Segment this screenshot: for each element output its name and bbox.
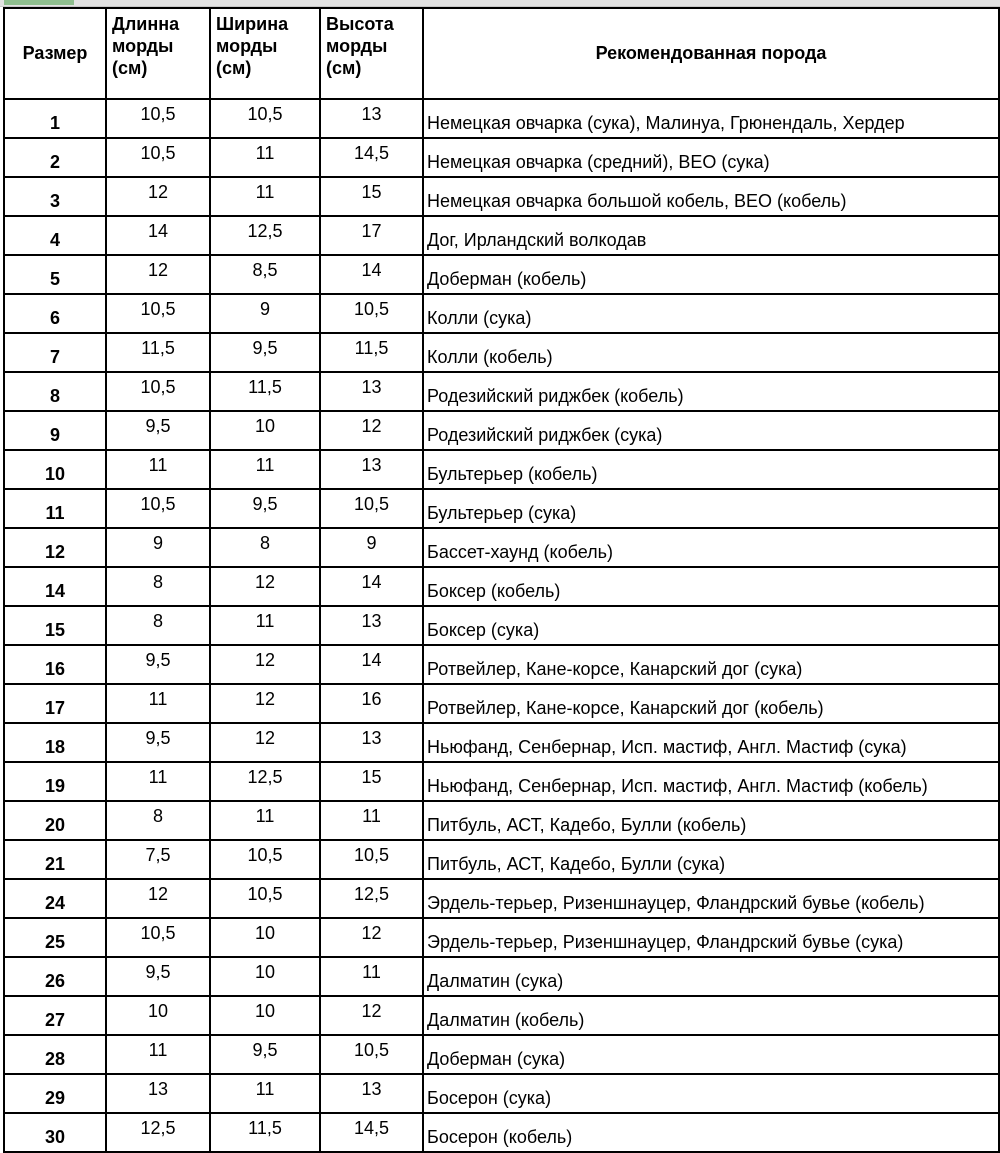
header-height-line-2: морды bbox=[326, 36, 388, 56]
header-row bbox=[4, 8, 999, 99]
header-height-line-1: Высота bbox=[326, 14, 394, 34]
cell-height[interactable]: 14,5 bbox=[320, 1113, 423, 1152]
cell-size[interactable]: 28 bbox=[4, 1035, 106, 1074]
cell-breed[interactable]: Бассет-хаунд (кобель) bbox=[423, 528, 999, 567]
cell-length[interactable]: 10,5 bbox=[106, 138, 210, 177]
cell-size[interactable]: 15 bbox=[4, 606, 106, 645]
cell-size[interactable]: 24 bbox=[4, 879, 106, 918]
table-row bbox=[4, 489, 999, 528]
cell-width[interactable]: 10 bbox=[210, 996, 320, 1035]
table-row bbox=[4, 957, 999, 996]
cell-width[interactable]: 11,5 bbox=[210, 1113, 320, 1152]
cell-width[interactable]: 10 bbox=[210, 957, 320, 996]
cell-length[interactable]: 9,5 bbox=[106, 645, 210, 684]
cell-width[interactable]: 9,5 bbox=[210, 489, 320, 528]
header-width-line-1: Ширина bbox=[216, 14, 289, 34]
cell-size[interactable]: 1 bbox=[4, 99, 106, 138]
cell-width[interactable]: 12,5 bbox=[210, 216, 320, 255]
cell-height[interactable]: 10,5 bbox=[320, 294, 423, 333]
cell-length[interactable]: 9 bbox=[106, 528, 210, 567]
cell-length[interactable]: 10,5 bbox=[106, 372, 210, 411]
size-chart-table bbox=[3, 7, 1000, 1153]
cell-height[interactable]: 12 bbox=[320, 411, 423, 450]
cell-length[interactable]: 7,5 bbox=[106, 840, 210, 879]
cell-breed[interactable]: Колли (кобель) bbox=[423, 333, 999, 372]
cell-length[interactable]: 10,5 bbox=[106, 489, 210, 528]
cell-width[interactable]: 11 bbox=[210, 450, 320, 489]
table-row bbox=[4, 567, 999, 606]
cell-breed[interactable]: Дог, Ирландский волкодав bbox=[423, 216, 999, 255]
table-row bbox=[4, 801, 999, 840]
cell-width[interactable]: 10 bbox=[210, 411, 320, 450]
cell-size[interactable]: 11 bbox=[4, 489, 106, 528]
cell-width[interactable]: 11 bbox=[210, 801, 320, 840]
table-row bbox=[4, 255, 999, 294]
cell-size[interactable]: 4 bbox=[4, 216, 106, 255]
cell-height[interactable]: 12 bbox=[320, 996, 423, 1035]
cell-breed[interactable]: Боксер (сука) bbox=[423, 606, 999, 645]
header-length[interactable] bbox=[106, 8, 210, 99]
table-row bbox=[4, 723, 999, 762]
cell-breed[interactable]: Ротвейлер, Кане-корсе, Канарский дог (сука) bbox=[423, 645, 999, 684]
cell-breed[interactable]: Немецкая овчарка большой кобель, ВЕО (кобель) bbox=[423, 177, 999, 216]
cell-length[interactable]: 11 bbox=[106, 684, 210, 723]
cell-height[interactable]: 15 bbox=[320, 762, 423, 801]
cell-size[interactable]: 5 bbox=[4, 255, 106, 294]
header-height[interactable] bbox=[320, 8, 423, 99]
cell-length[interactable]: 12 bbox=[106, 177, 210, 216]
cell-height[interactable]: 14 bbox=[320, 255, 423, 294]
table-row bbox=[4, 138, 999, 177]
cell-width[interactable]: 10,5 bbox=[210, 99, 320, 138]
cell-width[interactable]: 12 bbox=[210, 645, 320, 684]
table-row bbox=[4, 333, 999, 372]
cell-size[interactable]: 18 bbox=[4, 723, 106, 762]
cell-height[interactable]: 14,5 bbox=[320, 138, 423, 177]
cell-breed[interactable]: Далматин (сука) bbox=[423, 957, 999, 996]
cell-breed[interactable]: Далматин (кобель) bbox=[423, 996, 999, 1035]
cell-length[interactable]: 11 bbox=[106, 762, 210, 801]
cell-height[interactable]: 17 bbox=[320, 216, 423, 255]
table-row bbox=[4, 294, 999, 333]
cell-breed[interactable]: Немецкая овчарка (средний), ВЕО (сука) bbox=[423, 138, 999, 177]
table-row bbox=[4, 1113, 999, 1152]
cell-width[interactable]: 8,5 bbox=[210, 255, 320, 294]
cell-size[interactable]: 8 bbox=[4, 372, 106, 411]
cell-length[interactable]: 12,5 bbox=[106, 1113, 210, 1152]
cell-length[interactable]: 10 bbox=[106, 996, 210, 1035]
header-length-line-3: (см) bbox=[112, 58, 148, 78]
cell-breed[interactable]: Родезийский риджбек (кобель) bbox=[423, 372, 999, 411]
cell-length[interactable]: 10,5 bbox=[106, 918, 210, 957]
cell-height[interactable]: 13 bbox=[320, 606, 423, 645]
cell-height[interactable]: 13 bbox=[320, 723, 423, 762]
header-width[interactable] bbox=[210, 8, 320, 99]
cell-size[interactable]: 30 bbox=[4, 1113, 106, 1152]
cell-size[interactable]: 29 bbox=[4, 1074, 106, 1113]
cell-height[interactable]: 9 bbox=[320, 528, 423, 567]
cell-breed[interactable]: Доберман (сука) bbox=[423, 1035, 999, 1074]
cell-length[interactable]: 10,5 bbox=[106, 99, 210, 138]
cell-height[interactable]: 10,5 bbox=[320, 840, 423, 879]
header-breed[interactable]: Рекомендованная порода bbox=[423, 8, 999, 99]
cell-height[interactable]: 13 bbox=[320, 1074, 423, 1113]
cell-breed[interactable]: Питбуль, АСТ, Кадебо, Булли (кобель) bbox=[423, 801, 999, 840]
cell-length[interactable]: 8 bbox=[106, 567, 210, 606]
column-header-strip bbox=[0, 0, 1000, 7]
cell-length[interactable]: 9,5 bbox=[106, 723, 210, 762]
cell-size[interactable]: 26 bbox=[4, 957, 106, 996]
cell-height[interactable]: 15 bbox=[320, 177, 423, 216]
cell-length[interactable]: 8 bbox=[106, 606, 210, 645]
cell-height[interactable]: 12 bbox=[320, 918, 423, 957]
cell-breed[interactable]: Родезийский риджбек (сука) bbox=[423, 411, 999, 450]
cell-height[interactable]: 11 bbox=[320, 801, 423, 840]
table-row bbox=[4, 879, 999, 918]
table-row bbox=[4, 918, 999, 957]
cell-size[interactable]: 12 bbox=[4, 528, 106, 567]
cell-width[interactable]: 11 bbox=[210, 177, 320, 216]
table-row bbox=[4, 684, 999, 723]
table-row bbox=[4, 411, 999, 450]
cell-height[interactable]: 13 bbox=[320, 372, 423, 411]
selected-column-marker bbox=[4, 0, 74, 5]
cell-size[interactable]: 3 bbox=[4, 177, 106, 216]
cell-length[interactable]: 13 bbox=[106, 1074, 210, 1113]
table-row bbox=[4, 216, 999, 255]
header-length-line-1: Длинна bbox=[112, 14, 180, 34]
cell-height[interactable]: 14 bbox=[320, 567, 423, 606]
cell-width[interactable]: 9,5 bbox=[210, 1035, 320, 1074]
cell-size[interactable]: 25 bbox=[4, 918, 106, 957]
cell-breed[interactable]: Бультерьер (сука) bbox=[423, 489, 999, 528]
cell-breed[interactable]: Доберман (кобель) bbox=[423, 255, 999, 294]
table-row bbox=[4, 99, 999, 138]
cell-width[interactable]: 12,5 bbox=[210, 762, 320, 801]
cell-length[interactable]: 12 bbox=[106, 879, 210, 918]
table-row bbox=[4, 450, 999, 489]
cell-length[interactable]: 10,5 bbox=[106, 294, 210, 333]
cell-width[interactable]: 11 bbox=[210, 138, 320, 177]
cell-width[interactable]: 11 bbox=[210, 606, 320, 645]
table-row bbox=[4, 1035, 999, 1074]
cell-size[interactable]: 27 bbox=[4, 996, 106, 1035]
table-row bbox=[4, 372, 999, 411]
table-body bbox=[4, 99, 999, 1152]
table-row bbox=[4, 840, 999, 879]
cell-size[interactable]: 14 bbox=[4, 567, 106, 606]
cell-breed[interactable]: Босерон (кобель) bbox=[423, 1113, 999, 1152]
cell-size[interactable]: 10 bbox=[4, 450, 106, 489]
header-length-line-2: морды bbox=[112, 36, 174, 56]
cell-breed[interactable]: Эрдель-терьер, Ризеншнауцер, Фландрский бувье (сука) bbox=[423, 918, 999, 957]
header-size[interactable]: Размер bbox=[4, 8, 106, 99]
table-row bbox=[4, 996, 999, 1035]
cell-height[interactable]: 14 bbox=[320, 645, 423, 684]
cell-width[interactable]: 10 bbox=[210, 918, 320, 957]
cell-size[interactable]: 19 bbox=[4, 762, 106, 801]
table-row bbox=[4, 177, 999, 216]
header-height-line-3: (см) bbox=[326, 58, 362, 78]
cell-length[interactable]: 11 bbox=[106, 1035, 210, 1074]
cell-width[interactable]: 11 bbox=[210, 1074, 320, 1113]
cell-size[interactable]: 2 bbox=[4, 138, 106, 177]
cell-length[interactable]: 14 bbox=[106, 216, 210, 255]
cell-width[interactable]: 8 bbox=[210, 528, 320, 567]
cell-size[interactable]: 6 bbox=[4, 294, 106, 333]
cell-width[interactable]: 10,5 bbox=[210, 840, 320, 879]
cell-width[interactable]: 11,5 bbox=[210, 372, 320, 411]
cell-length[interactable]: 8 bbox=[106, 801, 210, 840]
cell-length[interactable]: 9,5 bbox=[106, 957, 210, 996]
cell-breed[interactable]: Босерон (сука) bbox=[423, 1074, 999, 1113]
cell-height[interactable]: 16 bbox=[320, 684, 423, 723]
cell-width[interactable]: 12 bbox=[210, 684, 320, 723]
cell-width[interactable]: 9 bbox=[210, 294, 320, 333]
table-header bbox=[4, 8, 999, 99]
cell-length[interactable]: 11 bbox=[106, 450, 210, 489]
cell-size[interactable]: 21 bbox=[4, 840, 106, 879]
table-row bbox=[4, 606, 999, 645]
cell-width[interactable]: 12 bbox=[210, 567, 320, 606]
cell-width[interactable]: 10,5 bbox=[210, 879, 320, 918]
cell-breed[interactable]: Ротвейлер, Кане-корсе, Канарский дог (кобель) bbox=[423, 684, 999, 723]
cell-breed[interactable]: Ньюфанд, Сенбернар, Исп. мастиф, Англ. Мастиф (кобель) bbox=[423, 762, 999, 801]
cell-breed[interactable]: Колли (сука) bbox=[423, 294, 999, 333]
cell-size[interactable]: 20 bbox=[4, 801, 106, 840]
cell-length[interactable]: 9,5 bbox=[106, 411, 210, 450]
cell-breed[interactable]: Немецкая овчарка (сука), Малинуа, Грюнендаль, Хердер bbox=[423, 99, 999, 138]
cell-size[interactable]: 7 bbox=[4, 333, 106, 372]
cell-height[interactable]: 10,5 bbox=[320, 1035, 423, 1074]
header-width-line-3: (см) bbox=[216, 58, 252, 78]
cell-height[interactable]: 11 bbox=[320, 957, 423, 996]
cell-breed[interactable]: Бультерьер (кобель) bbox=[423, 450, 999, 489]
header-width-line-2: морды bbox=[216, 36, 278, 56]
table-row bbox=[4, 645, 999, 684]
cell-breed[interactable]: Ньюфанд, Сенбернар, Исп. мастиф, Англ. Мастиф (сука) bbox=[423, 723, 999, 762]
cell-length[interactable]: 12 bbox=[106, 255, 210, 294]
cell-width[interactable]: 9,5 bbox=[210, 333, 320, 372]
cell-width[interactable]: 12 bbox=[210, 723, 320, 762]
cell-height[interactable]: 13 bbox=[320, 450, 423, 489]
cell-height[interactable]: 13 bbox=[320, 99, 423, 138]
cell-breed[interactable]: Питбуль, АСТ, Кадебо, Булли (сука) bbox=[423, 840, 999, 879]
cell-height[interactable]: 12,5 bbox=[320, 879, 423, 918]
cell-size[interactable]: 9 bbox=[4, 411, 106, 450]
cell-breed[interactable]: Эрдель-терьер, Ризеншнауцер, Фландрский бувье (кобель) bbox=[423, 879, 999, 918]
table-row bbox=[4, 762, 999, 801]
table-row bbox=[4, 528, 999, 567]
cell-length[interactable]: 11,5 bbox=[106, 333, 210, 372]
cell-breed[interactable]: Боксер (кобель) bbox=[423, 567, 999, 606]
cell-height[interactable]: 10,5 bbox=[320, 489, 423, 528]
cell-height[interactable]: 11,5 bbox=[320, 333, 423, 372]
cell-size[interactable]: 17 bbox=[4, 684, 106, 723]
cell-size[interactable]: 16 bbox=[4, 645, 106, 684]
